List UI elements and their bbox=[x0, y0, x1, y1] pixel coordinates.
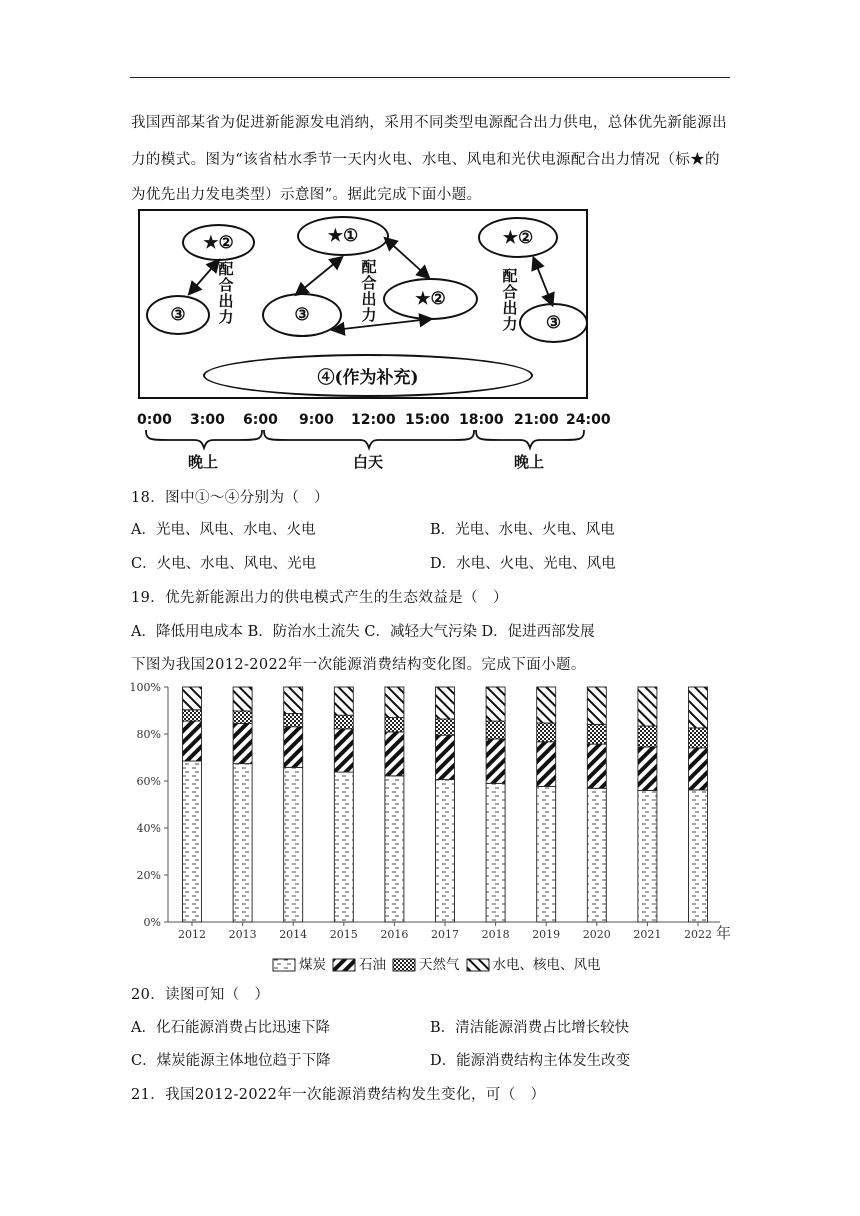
x-tick-label: 2018 bbox=[481, 928, 510, 941]
x-tick-label: 2022 bbox=[684, 928, 712, 941]
q18-stem: 18．图中①～④分别为（ ） bbox=[131, 490, 330, 506]
x-tick-label: 2021 bbox=[633, 928, 662, 941]
bar-segment bbox=[334, 729, 353, 772]
bar-segment bbox=[233, 687, 252, 711]
period-day: 白天 bbox=[353, 453, 384, 471]
bar-segment bbox=[689, 748, 708, 790]
bar-segment bbox=[334, 687, 353, 715]
bar-segment bbox=[436, 780, 455, 922]
bar-segment bbox=[284, 767, 303, 922]
chart-legend bbox=[272, 953, 607, 973]
energy-structure-chart bbox=[120, 678, 740, 978]
bar-segment bbox=[436, 719, 455, 735]
arrow-night1 bbox=[190, 261, 218, 293]
bar-segment bbox=[436, 687, 455, 719]
legend-label: 煤炭 bbox=[299, 957, 326, 973]
legend-swatch bbox=[332, 958, 356, 972]
bar-segment bbox=[334, 715, 353, 729]
arrow-day-right bbox=[386, 239, 428, 277]
intro-line-2: 力的模式。图为“该省枯水季节一天内火电、水电、风电和光伏电源配合出力情况（标★的 bbox=[131, 152, 720, 168]
intro2: 下图为我国2012-2022年一次能源消费结构变化图。完成下面小题。 bbox=[131, 657, 586, 673]
bar-segment bbox=[587, 788, 606, 922]
q20-option-d: D．能源消费结构主体发生改变 bbox=[430, 1053, 631, 1069]
arrow-night2 bbox=[534, 259, 552, 304]
bar-segment bbox=[486, 721, 505, 739]
y-tick-label: 40% bbox=[136, 822, 161, 835]
y-tick-label: 0% bbox=[143, 916, 161, 929]
legend-swatch bbox=[272, 958, 296, 972]
q20-stem: 20．读图可知（ ） bbox=[131, 987, 270, 1003]
intro-line-1: 我国西部某省为促进新能源发电消纳，采用不同类型电源配合出力供电，总体优先新能源出 bbox=[131, 115, 727, 131]
q19-stem: 19．优先新能源出力的供电模式产生的生态效益是（ ） bbox=[131, 590, 508, 606]
time-tick: 12:00 bbox=[351, 412, 396, 428]
x-tick-label: 2019 bbox=[532, 928, 561, 941]
legend-item bbox=[332, 957, 386, 973]
intro-line-3: 为优先出力发电类型）示意图”。据此完成下面小题。 bbox=[131, 187, 482, 203]
time-tick: 18:00 bbox=[459, 412, 504, 428]
bar-segment bbox=[537, 723, 556, 742]
x-tick-label: 2013 bbox=[228, 928, 257, 941]
bar-segment bbox=[638, 687, 657, 726]
bar-segment bbox=[537, 742, 556, 787]
day-right-ellipse: ★② bbox=[383, 278, 478, 320]
bar-segment bbox=[183, 721, 202, 761]
diagram-arrows bbox=[138, 209, 588, 399]
bar-segment bbox=[587, 744, 606, 788]
y-tick-label: 20% bbox=[136, 869, 161, 882]
bar-segment bbox=[385, 776, 404, 922]
x-axis-label: 年 bbox=[716, 924, 732, 942]
bar-segment bbox=[436, 735, 455, 779]
day-top-ellipse: ★① bbox=[297, 216, 389, 256]
legend-swatch bbox=[392, 958, 416, 972]
legend-label: 天然气 bbox=[419, 957, 460, 973]
bar-segment bbox=[183, 710, 202, 721]
bar-segment bbox=[537, 687, 556, 723]
arrow-day-left bbox=[297, 258, 341, 294]
day-coop-label: 配合出力 bbox=[361, 258, 377, 324]
night2-coop-label: 配合出力 bbox=[502, 267, 518, 333]
bar-segment bbox=[689, 790, 708, 922]
y-tick-label: 100% bbox=[129, 681, 161, 694]
day-left-ellipse: ③ bbox=[262, 293, 342, 337]
bar-segment bbox=[385, 732, 404, 776]
q20-option-c: C．煤炭能源主体地位趋于下降 bbox=[131, 1053, 331, 1069]
legend-swatch bbox=[466, 958, 490, 972]
bar-segment bbox=[385, 718, 404, 732]
time-tick: 21:00 bbox=[514, 412, 559, 428]
time-tick: 6:00 bbox=[243, 412, 278, 428]
night1-top-ellipse: ★② bbox=[182, 224, 255, 261]
night2-bottom-ellipse: ③ bbox=[519, 303, 588, 343]
x-tick-label: 2015 bbox=[329, 928, 358, 941]
bar-segment bbox=[385, 687, 404, 718]
bar-segment bbox=[638, 790, 657, 922]
bar-segment bbox=[587, 687, 606, 724]
time-tick: 15:00 bbox=[405, 412, 450, 428]
bar-segment bbox=[334, 772, 353, 922]
q18-option-c: C．火电、水电、风电、光电 bbox=[131, 556, 317, 572]
base-ellipse: ④(作为补充) bbox=[203, 354, 533, 397]
bar-segment bbox=[183, 687, 202, 710]
y-tick-label: 60% bbox=[136, 775, 161, 788]
bar-segment bbox=[233, 723, 252, 763]
q21-stem: 21．我国2012-2022年一次能源消费结构发生变化，可（ ） bbox=[131, 1087, 546, 1103]
night1-bottom-ellipse: ③ bbox=[146, 295, 210, 335]
time-tick: 9:00 bbox=[299, 412, 334, 428]
y-tick-label: 80% bbox=[136, 728, 161, 741]
time-tick: 24:00 bbox=[566, 412, 611, 428]
night1-coop-label: 配合出力 bbox=[218, 260, 234, 326]
bar-segment bbox=[638, 747, 657, 790]
q18-option-a: A．光电、风电、水电、火电 bbox=[131, 522, 316, 538]
bar-segment bbox=[183, 761, 202, 922]
legend-label: 水电、核电、风电 bbox=[492, 957, 601, 973]
legend-item bbox=[392, 957, 460, 973]
arrow-day-bottom bbox=[334, 319, 430, 330]
bar-segment bbox=[284, 714, 303, 727]
legend-item bbox=[466, 957, 601, 973]
q18-option-b: B．光电、水电、火电、风电 bbox=[430, 522, 615, 538]
time-tick: 0:00 bbox=[137, 412, 172, 428]
bar-segment bbox=[284, 687, 303, 714]
night2-top-ellipse: ★② bbox=[478, 217, 558, 258]
x-tick-label: 2020 bbox=[582, 928, 611, 941]
x-tick-label: 2012 bbox=[178, 928, 206, 941]
time-tick: 3:00 bbox=[190, 412, 225, 428]
bar-segment bbox=[587, 724, 606, 744]
q19-options: A．降低用电成本 B．防治水土流失 C．减轻大气污染 D．促进西部发展 bbox=[131, 624, 595, 640]
bar-segment bbox=[486, 783, 505, 922]
period-night-1: 晚上 bbox=[188, 453, 219, 471]
bar-segment bbox=[638, 726, 657, 747]
bar-segment bbox=[284, 727, 303, 768]
x-tick-label: 2014 bbox=[279, 928, 308, 941]
bar-segment bbox=[689, 687, 708, 728]
q20-option-a: A．化石能源消费占比迅速下降 bbox=[131, 1020, 330, 1036]
power-output-diagram bbox=[138, 209, 588, 399]
legend-label: 石油 bbox=[359, 957, 386, 973]
bar-segment bbox=[689, 728, 708, 748]
bar-segment bbox=[233, 764, 252, 922]
bar-segment bbox=[537, 786, 556, 922]
period-night-2: 晚上 bbox=[514, 453, 545, 471]
bar-segment bbox=[233, 711, 252, 723]
x-tick-label: 2016 bbox=[380, 928, 409, 941]
q20-option-b: B．清洁能源消费占比增长较快 bbox=[430, 1020, 630, 1036]
x-tick-label: 2017 bbox=[431, 928, 459, 941]
bar-segment bbox=[486, 739, 505, 783]
bar-segment bbox=[486, 687, 505, 721]
legend-item bbox=[272, 957, 326, 973]
q18-option-d: D．水电、火电、光电、风电 bbox=[430, 556, 616, 572]
header-rule bbox=[130, 77, 730, 78]
